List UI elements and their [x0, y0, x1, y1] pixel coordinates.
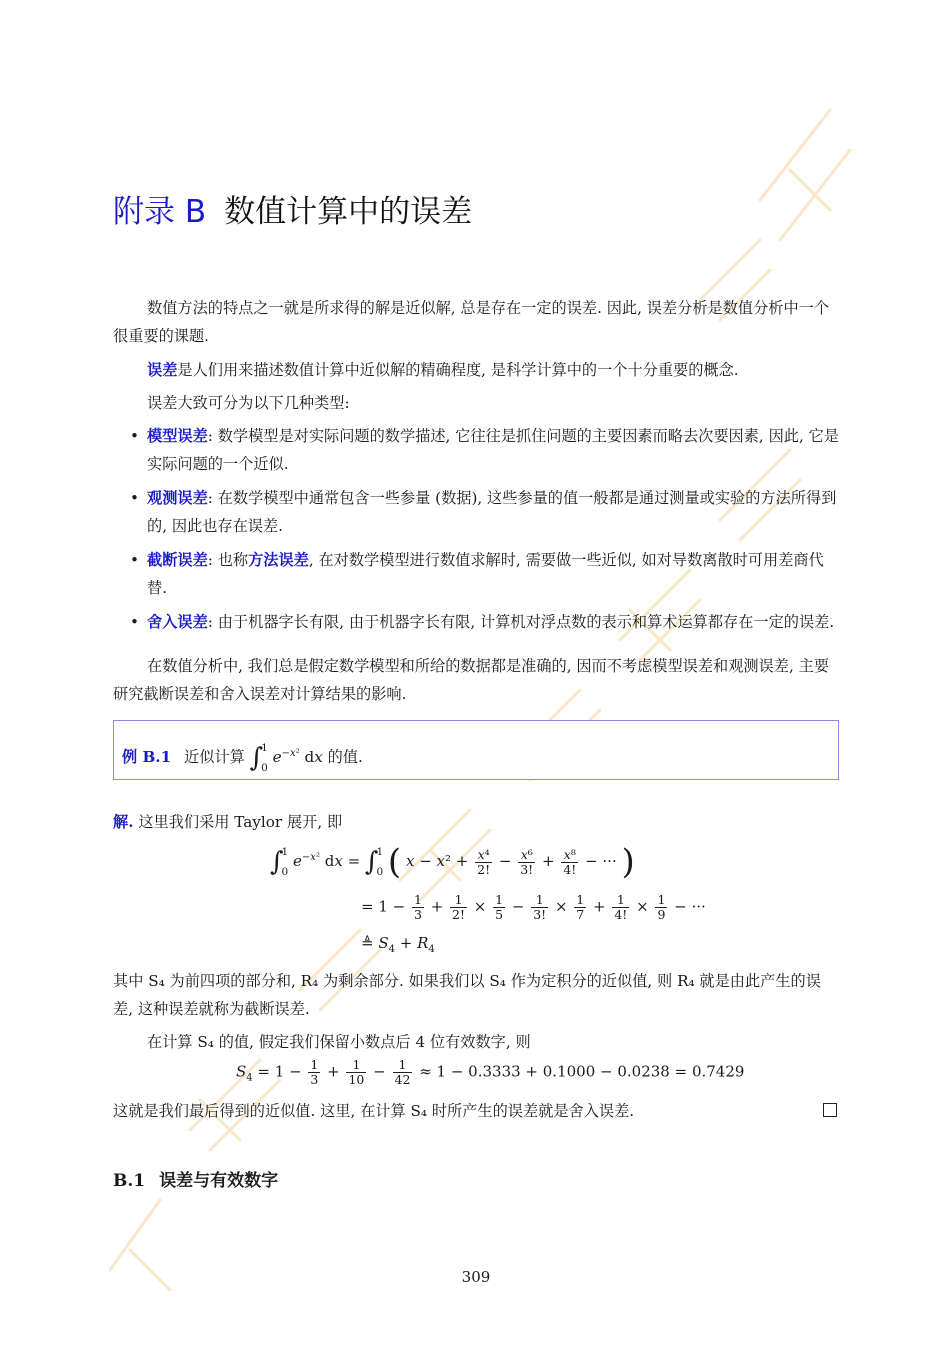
paragraph-assumption: 在数值分析中, 我们总是假定数学模型和所给的数据都是准确的, 因而不考虑模型误差和观测误差, 主要研究截断误差和舍入误差对计算结果的影响. [113, 657, 830, 703]
paragraph-truncation: 其中 S₄ 为前四项的部分和, R₄ 为剩余部分. 如果我们以 S₄ 作为定积分的近似值, 则 R₄ 就是由此产生的误差, 这种误差就称为截断误差. [113, 972, 821, 1018]
intro-paragraph-2: 误差是人们用来描述数值计算中近似解的精确程度, 是科学计算中的一个十分重要的概念. [147, 361, 739, 379]
list-item: • 截断误差: 也称方法误差, 在对数学模型进行数值求解时, 需要做一些近似, 如对导数离散时可用差商代替. [130, 551, 824, 597]
equation-line-2: = 1 − $\frac{1}{3}$ + $\frac{1}{2!}$ × $\frac{1}{5}$ − $\frac{1}{3!}$ × $\frac{1}{7}$ + $\frac{1}{4!}$ × $\frac{1}{9}$ − ··· [361, 892, 706, 922]
section-heading [113, 1166, 278, 1191]
list-item: • 观测误差: 在数学模型中通常包含一些参量 (数据), 这些参量的值一般都是通过测量或实验的方法所得到的, 因此也存在误差. [130, 489, 837, 535]
equation-approximation: $S_4 = 1$ − $\frac{1}{3}$ + $\frac{1}{10}$ − $\frac{1}{42}$ ≈ 1 − 0.3333 + 0.1000 − 0.0238 = 0.7429 [236, 1057, 745, 1087]
solution-intro: 解. 这里我们采用 Taylor 展开, 即 [113, 813, 343, 831]
chapter-label: 附录 B [113, 194, 207, 230]
equation-line-1: ∫ 1 0 $e^{-x^2}$ dx = ∫ 1 0 ( x − x² + $\frac{\text{x⁴}}{2!}$ − $\frac{\text{x⁶}}{3!}$ + $\frac{\text{x⁸}}{4!}$ − ··· ) [270, 842, 635, 882]
equation-line-3: ≜ $S_4 + R_4$ [361, 934, 435, 955]
list-item: • 舍入误差: 由于机器字长有限, 由于机器字长有限, 计算机对浮点数的表示和算术运算都存在一定的误差. [130, 613, 835, 631]
section-title: 误差与有效数字 [159, 1171, 279, 1191]
example-label: 例 B.1 [122, 748, 172, 766]
chapter-title: 数值计算中的误差 [224, 194, 473, 230]
paragraph-conclusion: 这就是我们最后得到的近似值. 这里, 在计算 S₄ 时所产生的误差就是舍入误差. [113, 1102, 635, 1120]
section-number: B.1 [113, 1171, 146, 1191]
qed-box-icon [823, 1103, 837, 1117]
chapter-heading [113, 186, 472, 231]
solution-label: 解. [113, 813, 134, 831]
example-box: 例 B.1 近似计算 ∫ 1 0 $e^{-x^2}$ dx 的值. [113, 720, 839, 780]
paragraph-rounding-intro: 在计算 S₄ 的值, 假定我们保留小数点后 4 位有效数字, 则 [147, 1033, 531, 1051]
list-item: • 模型误差: 数学模型是对实际问题的数学描述, 它往往是抓住问题的主要因素而略去次要因素, 因此, 它是实际问题的一个近似. [130, 427, 839, 473]
term-error: 误差 [147, 361, 178, 379]
intro-paragraph-3: 误差大致可分为以下几种类型: [147, 394, 350, 412]
page-number: 309 [461, 1268, 491, 1286]
intro-paragraph-1: 数值方法的特点之一就是所求得的解是近似解, 总是存在一定的误差. 因此, 误差分析是数值分析中一个很重要的课题. [113, 299, 830, 345]
error-type-list [113, 422, 839, 636]
